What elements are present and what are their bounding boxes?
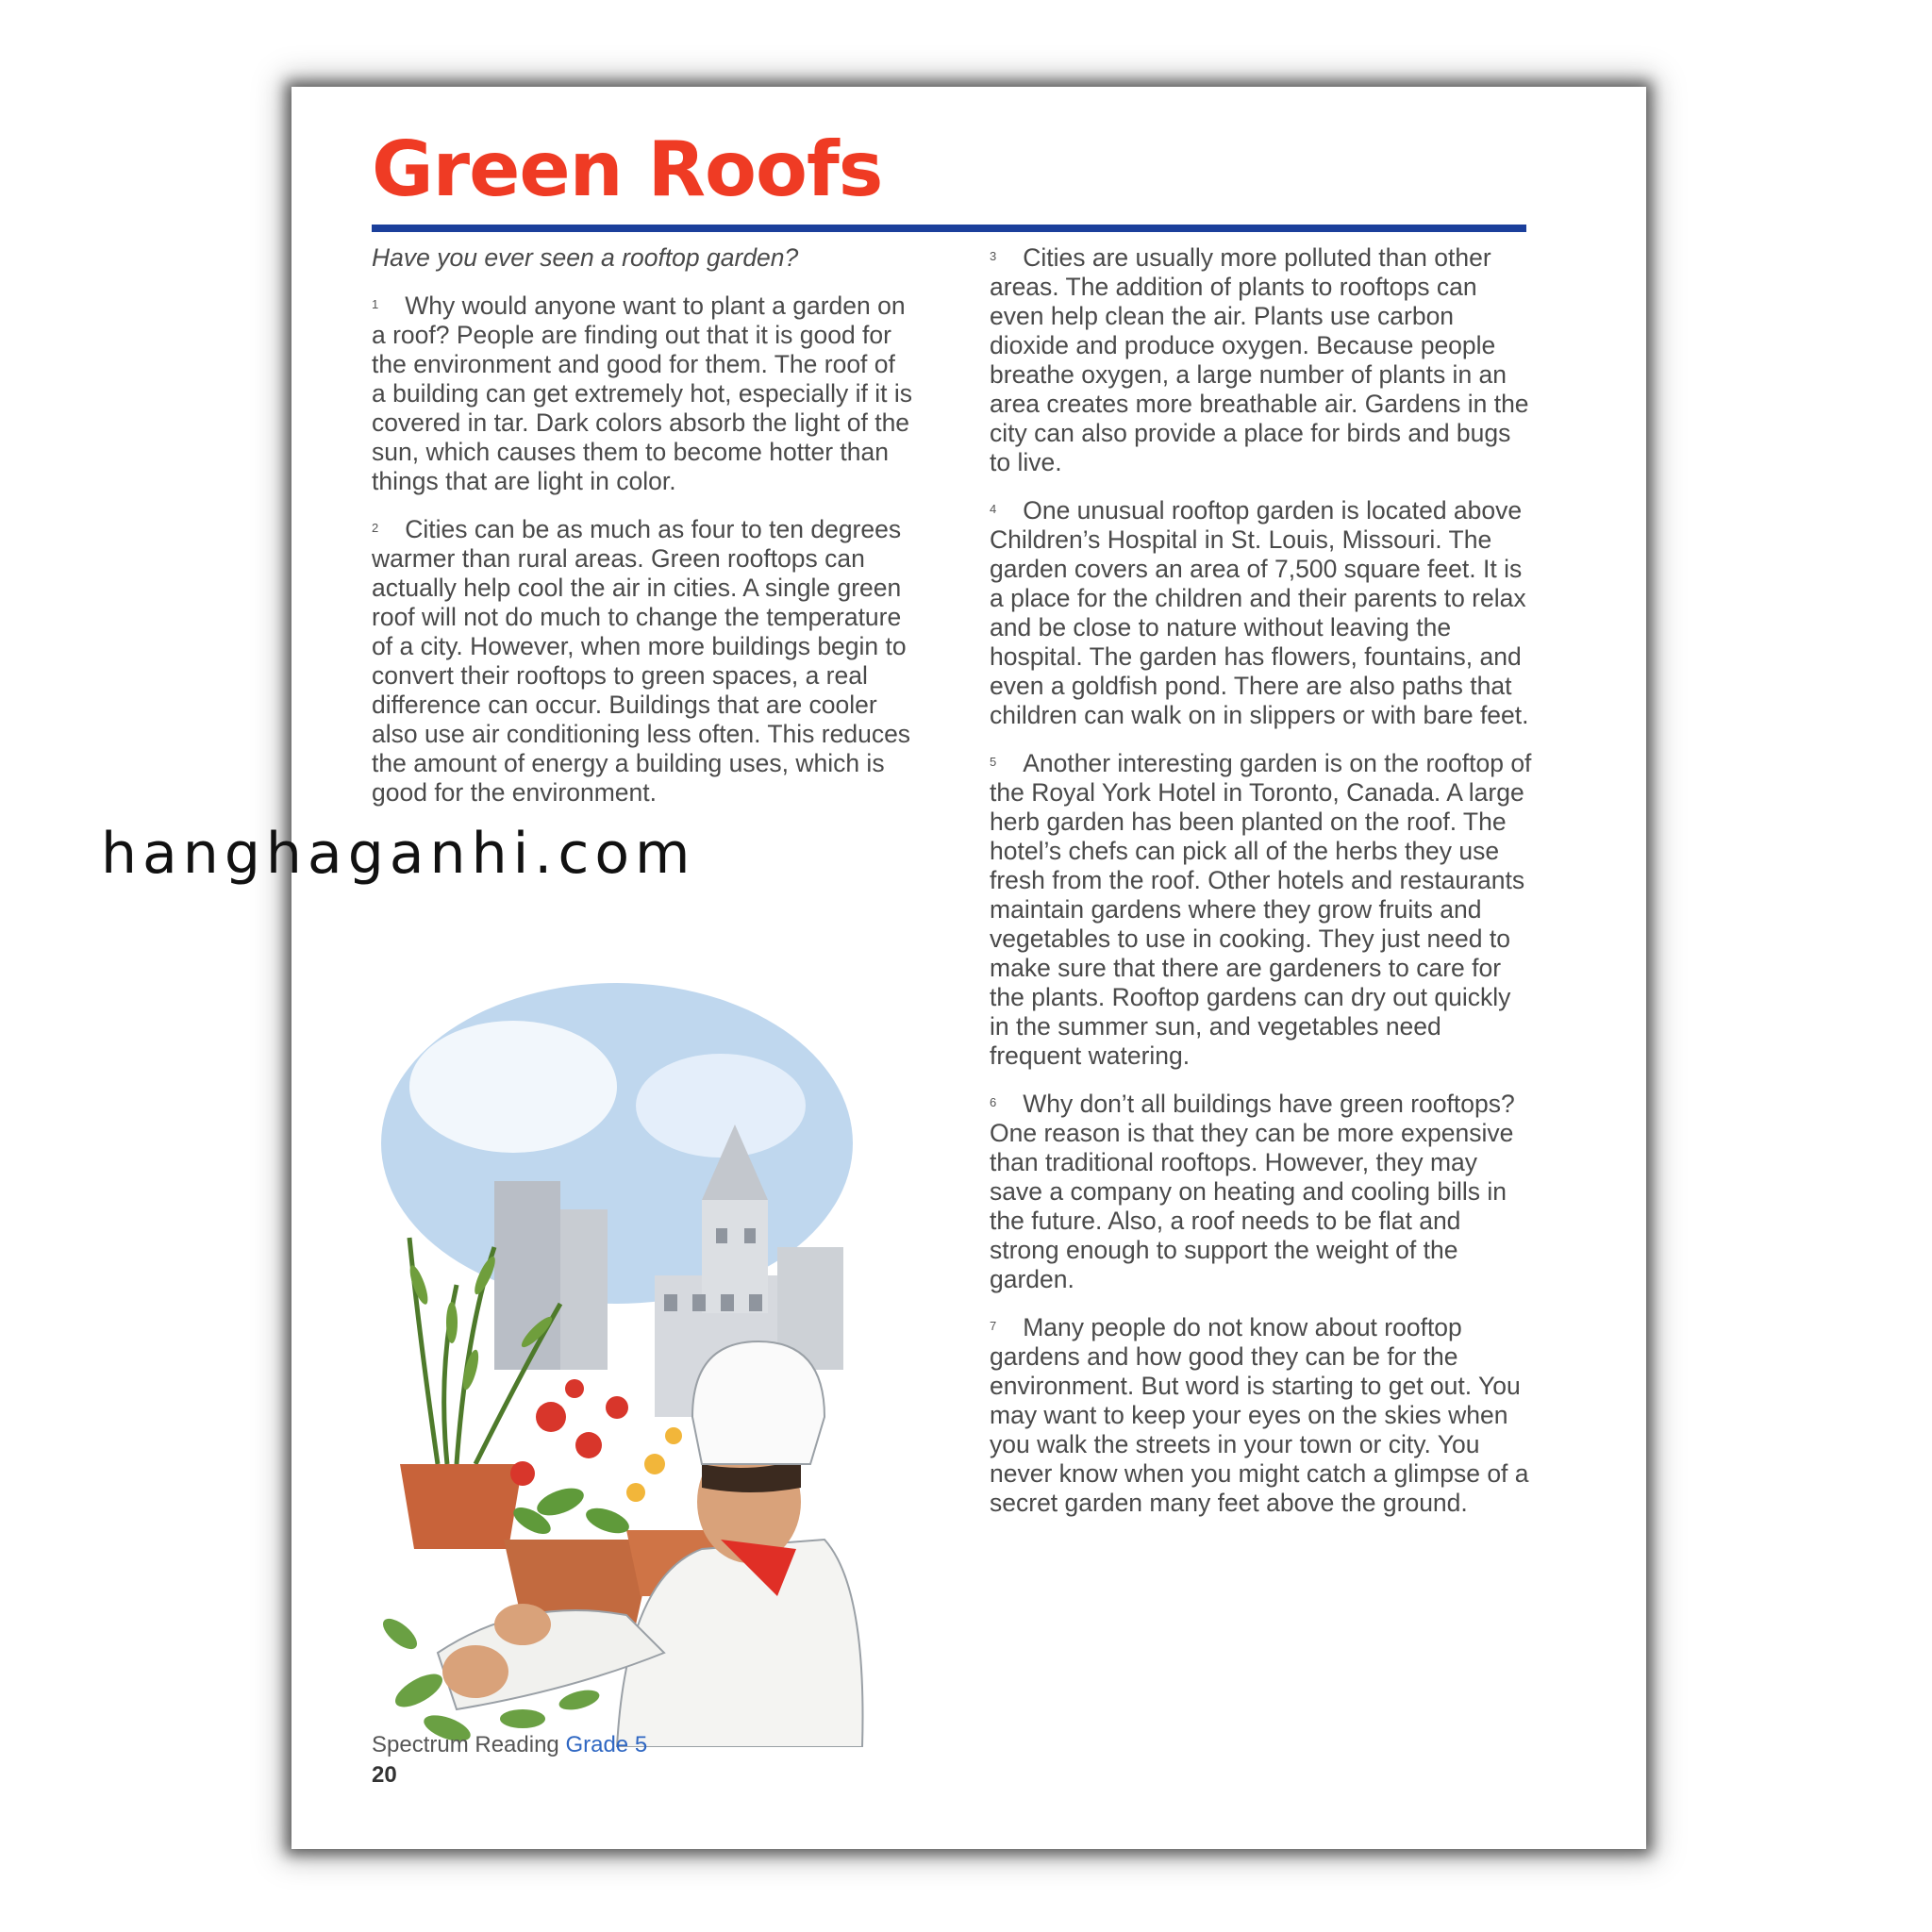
paragraph-7 [990,1313,1532,1518]
paragraph-number: 5 [990,755,997,769]
paragraph-4 [990,496,1532,730]
paragraph-text: Why would anyone want to plant a garden on a roof? People are finding out that it is good for the environment and good for them. The roof of a building can get extremely hot, especially if it is covered in tar. Dark colors absorb the light of the sun, which causes them to become hotter than things that are light in color. [372,291,912,495]
page-title: Green Roofs [372,125,883,213]
grade-label: Grade 5 [565,1732,648,1757]
paragraph-number: 6 [990,1095,997,1109]
paragraph-1 [372,291,914,496]
paragraph-number: 7 [990,1319,997,1333]
worksheet-page [291,87,1646,1849]
paragraph-number: 4 [990,502,997,516]
paragraph-text: Cities are usually more polluted than other areas. The addition of plants to rooftops can even help clean the air. Plants use carbon dioxide and produce oxygen. Because people breathe oxygen, a large number of plants in an area creates more breathable air. Gardens in the city can also provide a place for birds and bugs to live. [990,243,1529,476]
page-number: 20 [372,1762,397,1788]
left-column [372,243,914,826]
paragraph-text: One unusual rooftop garden is located above Children’s Hospital in St. Louis, Missouri. The garden covers an area of 7,500 square feet. It is a place for the children and their parents to relax and be close to nature without leaving the hospital. The garden has flowers, fountains, and even a goldfish pond. There are also paths that children can walk on in slippers or with bare feet. [990,496,1529,729]
title-rule [372,225,1526,232]
paragraph-3 [990,243,1532,477]
right-column [990,243,1532,1537]
watermark: hanghaganhi.com [101,821,696,887]
chef-rooftop-garden-illustration [381,974,872,1747]
paragraph-2 [372,515,914,808]
paragraph-text: Why don’t all buildings have green rooftops? One reason is that they can be more expensive than traditional rooftops. However, they may save a company on heating and cooling bills in the future. Also, a roof needs to be flat and strong enough to support the weight of the garden. [990,1090,1515,1293]
paragraph-text: Many people do not know about rooftop gardens and how good they can be for the environment. But word is starting to get out. You may want to keep your eyes on the skies when you walk the streets in your town or city. You never know when you might catch a glimpse of a secret garden many feet above the ground. [990,1313,1529,1517]
subtitle: Have you ever seen a rooftop garden? [372,243,799,272]
paragraph-number: 3 [990,249,997,263]
series-name: Spectrum Reading [372,1732,559,1757]
paragraph-number: 1 [372,297,379,311]
paragraph-6 [990,1090,1532,1294]
paragraph-5 [990,749,1532,1071]
paragraph-text: Another interesting garden is on the rooftop of the Royal York Hotel in Toronto, Canada. A large herb garden has been planted on the roof. The hotel’s chefs can pick all of the herbs they use fresh from the roof. Other hotels and restaurants maintain gardens where they grow fruits and vegetables to use in cooking. They just need to make sure that there are gardeners to care for the plants. Rooftop gardens can dry out quickly in the summer sun, and vegetables need frequent watering. [990,749,1532,1070]
footer-brand [372,1732,647,1758]
paragraph-number: 2 [372,521,379,535]
paragraph-text: Cities can be as much as four to ten degrees warmer than rural areas. Green rooftops can actually help cool the air in cities. A single green roof will not do much to change the temperature of a city. However, when more buildings begin to convert their rooftops to green spaces, a real difference can occur. Buildings that are cooler also use air conditioning less often. This reduces the amount of energy a building uses, which is good for the environment. [372,515,911,807]
